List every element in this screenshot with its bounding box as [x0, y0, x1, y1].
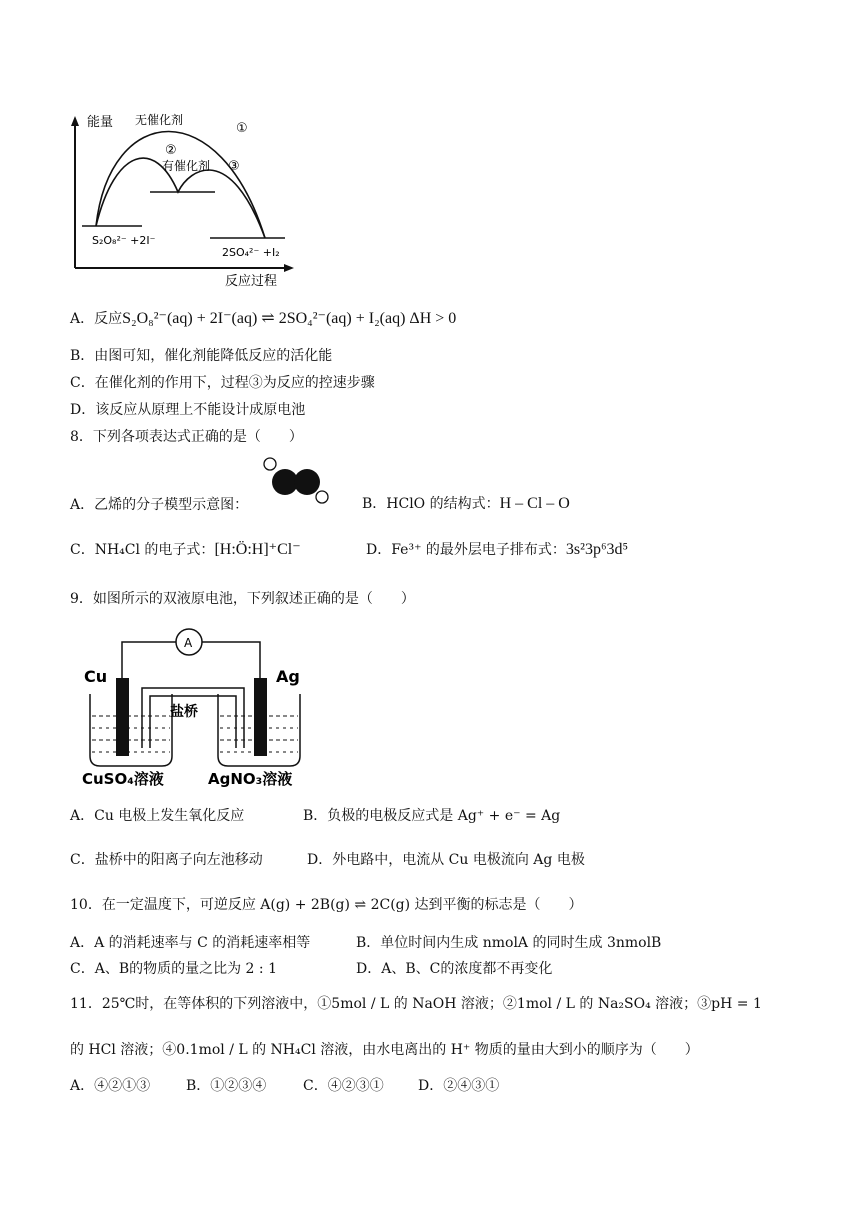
salt-bridge-label: 盐桥 [170, 704, 198, 720]
x-axis-arrow [284, 264, 294, 272]
h-atom [316, 491, 328, 503]
h-atom [264, 458, 276, 470]
y-axis-arrow [71, 116, 79, 126]
q8-option-a: A．乙烯的分子模型示意图： [70, 497, 249, 513]
q10-option-c: C．A、B的物质的量之比为 2 : 1 [70, 961, 277, 977]
q7-a-prefix: A．反应 [70, 311, 123, 327]
ammeter-label: A [184, 636, 193, 650]
cu-label: Cu [84, 667, 108, 686]
ethylene-model [258, 454, 338, 506]
q8-c-prefix: C．NH₄Cl 的电子式： [70, 542, 215, 558]
energy-diagram [60, 108, 310, 288]
q7-option-c: C．在催化剂的作用下，过程③为反应的控速步骤 [70, 375, 375, 391]
q8-d-formula: 3s²3p⁶3d⁵ [565, 541, 629, 558]
q9-option-a: A．Cu 电极上发生氧化反应 [70, 808, 245, 824]
q7-option-d: D．该反应从原理上不能设计成原电池 [70, 402, 306, 418]
q10-stem: 10．在一定温度下，可逆反应 A(g) + 2B(g) ⇌ 2C(g) 达到平衡的标志是（ ） [70, 897, 583, 913]
q9-stem: 9．如图所示的双液原电池，下列叙述正确的是（ ） [70, 591, 415, 607]
y-axis-label: 能量 [87, 115, 114, 130]
catalyst-label: 有催化剂 [162, 159, 211, 173]
q11-option-d: D．②④③① [418, 1078, 500, 1094]
reactant-label: S₂O₈²⁻ +2I⁻ [92, 234, 156, 247]
mark-3: ③ [228, 159, 240, 174]
mark-1: ① [236, 121, 248, 136]
wire-right [202, 642, 260, 678]
q8-option-c [70, 541, 301, 559]
c-atom [294, 469, 320, 495]
q10-option-d: D．A、B、C的浓度都不再变化 [356, 961, 553, 977]
wire-left [122, 642, 176, 678]
q9-option-d: D．外电路中，电流从 Cu 电极流向 Ag 电极 [307, 852, 585, 868]
q11-stem-line2: 的 HCl 溶液；④0.1mol / L 的 NH₄Cl 溶液，由水电离出的 H⁺ 物质的量由大到小的顺序为（ ） [70, 1042, 699, 1058]
product-label: 2SO₄²⁻ +I₂ [222, 246, 280, 259]
q9-option-c: C．盐桥中的阳离子向左池移动 [70, 852, 263, 868]
ag-label: Ag [276, 667, 300, 686]
galvanic-cell-diagram [80, 618, 310, 790]
q8-b-prefix: B．HClO 的结构式： [362, 496, 500, 512]
q11-stem-line1: 11．25℃时，在等体积的下列溶液中，①5mol / L 的 NaOH 溶液；②1mol / L 的 Na₂SO₄ 溶液；③pH = 1 [70, 996, 762, 1012]
q11-option-b: B．①②③④ [186, 1078, 267, 1094]
q8-option-d [366, 541, 628, 559]
q7-option-a [70, 310, 456, 328]
left-beaker [90, 694, 172, 766]
q11-option-c: C．④②③① [303, 1078, 384, 1094]
cu-electrode [116, 678, 129, 756]
q8-c-formula: [H:Ö:H]⁺Cl⁻ [214, 541, 301, 558]
q9-option-b: B．负极的电极反应式是 Ag⁺ + e⁻ = Ag [303, 808, 561, 824]
agno3-label: AgNO₃溶液 [208, 770, 293, 788]
q7-a-equation: S₂O₈²⁻(aq) + 2I⁻(aq) ⇌ 2SO₄²⁻(aq) + I₂(aq) ΔH > 0 [122, 310, 457, 327]
mark-2: ② [165, 143, 177, 158]
q8-d-prefix: D．Fe³⁺ 的最外层电子排布式： [366, 542, 566, 558]
q11-option-a: A．④②①③ [70, 1078, 151, 1094]
q10-option-b: B．单位时间内生成 nmolA 的同时生成 3nmolB [356, 935, 662, 951]
q8-option-b [362, 495, 570, 513]
q7-option-b: B．由图可知，催化剂能降低反应的活化能 [70, 348, 333, 364]
q8-stem: 8．下列各项表达式正确的是（ ） [70, 429, 303, 445]
q8-b-formula: H – Cl – O [499, 495, 570, 512]
no-catalyst-label: 无催化剂 [135, 113, 184, 127]
q10-option-a: A．A 的消耗速率与 C 的消耗速率相等 [70, 935, 311, 951]
x-axis-label: 反应过程 [225, 274, 278, 288]
cuso4-label: CuSO₄溶液 [82, 770, 164, 788]
ag-electrode [254, 678, 267, 756]
no-catalyst-curve [96, 131, 265, 238]
